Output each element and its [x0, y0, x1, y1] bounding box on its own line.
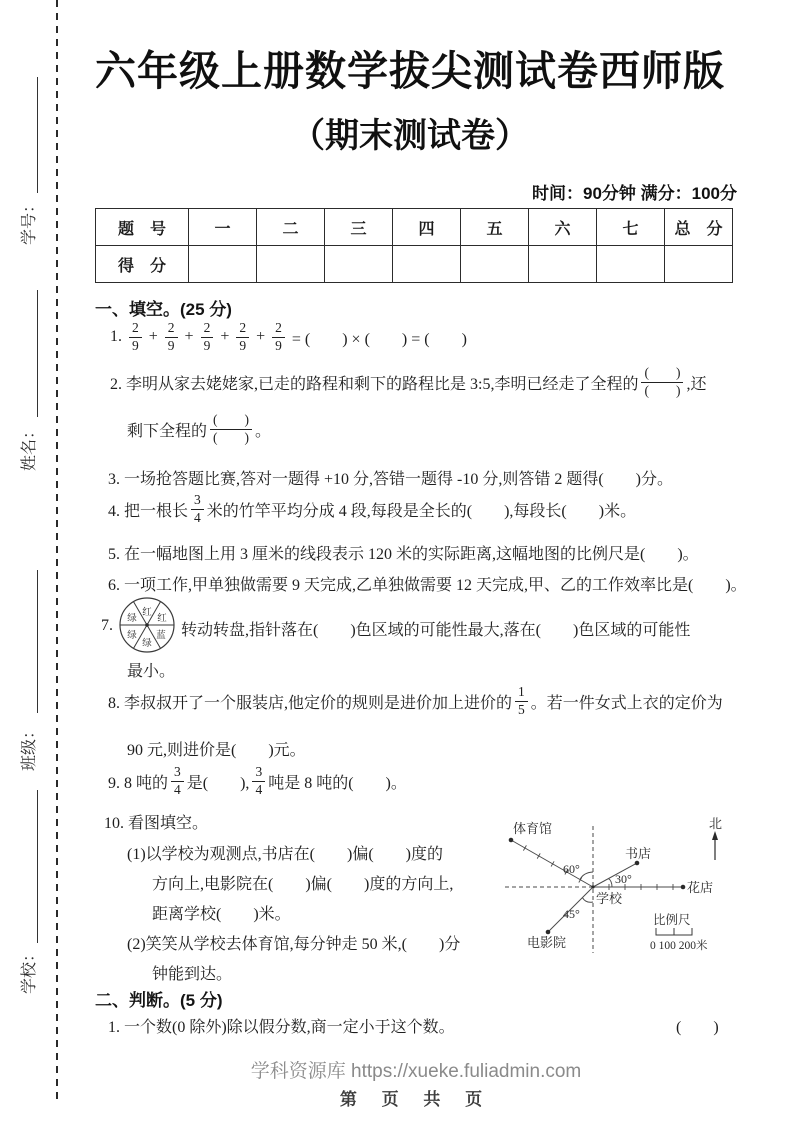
fraction: $\frac{1}{5}$: [515, 685, 528, 717]
question-6: 6. 一项工作,甲单独做需要 9 天完成,乙单独做需要 12 天完成,甲、乙的工作效率比是( )。: [108, 577, 747, 594]
time-and-score-info: 时间：90分钟 满分：100分: [532, 184, 737, 203]
score-empty-cell: [189, 246, 257, 283]
question-10-1-line2: 方向上,电影院在( )偏( )度的方向上,: [152, 876, 454, 893]
score-table-header-cell: 四: [393, 209, 461, 246]
map-angle-30-label: 30°: [615, 872, 632, 886]
spinner-label-green-1: 绿: [142, 639, 152, 649]
map-north-label: 北: [709, 816, 723, 831]
question-7-line2: 最小。: [127, 663, 176, 680]
score-empty-cell: [529, 246, 597, 283]
fraction: $\frac{( )}{( )}$: [210, 413, 252, 445]
question-8-line2: 90 元,则进价是( )元。: [127, 742, 306, 759]
spinner-center-dot: [145, 623, 149, 627]
fraction: $\frac{2}{9}$: [201, 321, 214, 353]
question-8-line1: 8. 李叔叔开了一个服装店,他定价的规则是进价加上进价的 $\frac{1}{5}$ 。若一件女式上衣的定价为: [108, 684, 723, 718]
score-table-header-cell: 二: [257, 209, 325, 246]
school-write-line: [37, 790, 38, 943]
score-table-header-cell: 总 分: [665, 209, 733, 246]
question-10-2-line1: (2)笑笑从学校去体育馆,每分钟走 50 米,( )分: [127, 936, 461, 953]
map-angle-45-label: 45°: [563, 907, 580, 921]
map-scale-label: 比例尺: [653, 913, 691, 927]
score-table: [95, 208, 733, 283]
score-empty-cell: [393, 246, 461, 283]
footer-source-link: 学科资源库 https://xueke.fuliadmin.com: [250, 1061, 582, 1082]
map-scale-values: 0 100 200米: [650, 940, 708, 952]
question-2-line1: 2. 李明从家去姥姥家,已走的路程和剩下的路程比是 3:5,李明已经走了全程的 $\frac{( )}{( )}$ ,还: [110, 365, 707, 399]
fraction: $\frac{3}{4}$: [191, 493, 204, 525]
score-table-header-cell: 一: [189, 209, 257, 246]
spinner-label-blue: 蓝: [156, 631, 166, 641]
spinner-label-red-2: 红: [157, 614, 167, 624]
question-10: 10. 看图填空。: [104, 815, 209, 832]
fraction: $\frac{2}{9}$: [236, 321, 249, 353]
score-empty-cell: [325, 246, 393, 283]
class-write-line: [37, 570, 38, 713]
score-table-header-cell: 七: [597, 209, 665, 246]
score-table-header-cell: 六: [529, 209, 597, 246]
margin-divider-dashed-line: [56, 0, 58, 1103]
direction-map-diagram: [483, 808, 743, 958]
map-bookstore-label: 书店: [625, 846, 652, 861]
question-10-1-line1: (1)以学校为观测点,书店在( )偏( )度的: [127, 846, 443, 863]
score-table-score-row: [96, 246, 733, 283]
school-label: 学校：: [21, 946, 38, 995]
spinner-label-red-1: 红: [142, 608, 152, 618]
question-10-1-line3: 距离学校( )米。: [152, 906, 291, 923]
question-1: 1. $\frac{2}{9}$ + $\frac{2}{9}$ + $\frac{2}{9}$ + $\frac{2}{9}$ + $\frac{2}{9}$ = ( ) × ( ) = ( ): [110, 320, 467, 354]
class-label: 班级：: [21, 723, 38, 772]
fraction: $\frac{2}{9}$: [272, 321, 285, 353]
question-3: 3. 一场抢答题比赛,答对一题得 +10 分,答错一题得 -10 分,则答错 2 题得( )分。: [108, 471, 674, 488]
section1-heading: 一、填空。(25 分): [95, 300, 232, 319]
question-7-number: 7.: [101, 617, 113, 634]
footer-page-number: 第 页 共 页: [339, 1090, 493, 1109]
map-cinema-label: 电影院: [527, 935, 567, 950]
score-empty-cell: [665, 246, 733, 283]
score-table-header-cell: 题 号: [96, 209, 189, 246]
judgement-question-1: 1. 一个数(0 除外)除以假分数,商一定小于这个数。: [108, 1019, 455, 1036]
spinner-label-green-2: 绿: [127, 631, 137, 641]
map-scale-bar: [656, 928, 692, 935]
name-write-line: [37, 290, 38, 417]
fraction: $\frac{( )}{( )}$: [641, 366, 683, 398]
question-9: 9. 8 吨的 $\frac{3}{4}$ 是( ), $\frac{3}{4}$ 吨是 8 吨的( )。: [108, 764, 407, 798]
fraction: $\frac{2}{9}$: [129, 321, 142, 353]
page-subtitle: （期末测试卷）: [291, 117, 529, 155]
score-table-header-cell: 三: [325, 209, 393, 246]
spinner-diagram: [116, 595, 178, 657]
score-empty-cell: [461, 246, 529, 283]
map-gym-label: 体育馆: [513, 821, 553, 836]
score-empty-cell: [257, 246, 325, 283]
north-arrow-icon: [712, 831, 718, 860]
judgement-question-1-answer-blank: ( ): [676, 1019, 719, 1036]
section2-heading: 二、判断。(5 分): [95, 991, 223, 1010]
score-table-header-cell: 五: [461, 209, 529, 246]
question-10-2-line2: 钟能到达。: [152, 966, 233, 983]
question-2-line2: 剩下全程的 $\frac{( )}{( )}$ 。: [127, 412, 272, 446]
fraction: $\frac{3}{4}$: [171, 765, 184, 797]
question-4: 4. 把一根长 $\frac{3}{4}$ 米的竹竿平均分成 4 段,每段是全长的( ),每段长( )米。: [108, 492, 637, 526]
map-flower-label: 花店: [687, 880, 714, 895]
name-label: 姓名：: [21, 423, 38, 472]
score-label-cell: 得 分: [96, 246, 189, 283]
question-7-line1: 转动转盘,指针落在( )色区域的可能性最大,落在( )色区域的可能性: [181, 622, 691, 639]
fraction: $\frac{3}{4}$: [252, 765, 265, 797]
question-5: 5. 在一幅地图上用 3 厘米的线段表示 120 米的实际距离,这幅地图的比例尺是( )。: [108, 546, 699, 563]
spinner-label-green-3: 绿: [127, 614, 137, 624]
score-empty-cell: [597, 246, 665, 283]
score-table-header-row: [96, 209, 733, 246]
map-angle-60-label: 60°: [563, 862, 580, 876]
page-title: 六年级上册数学拔尖测试卷西师版: [95, 48, 725, 94]
student-id-label: 学号：: [21, 197, 38, 246]
map-school-label: 学校: [596, 891, 623, 906]
fraction: $\frac{2}{9}$: [165, 321, 178, 353]
student-id-write-line: [37, 77, 38, 193]
